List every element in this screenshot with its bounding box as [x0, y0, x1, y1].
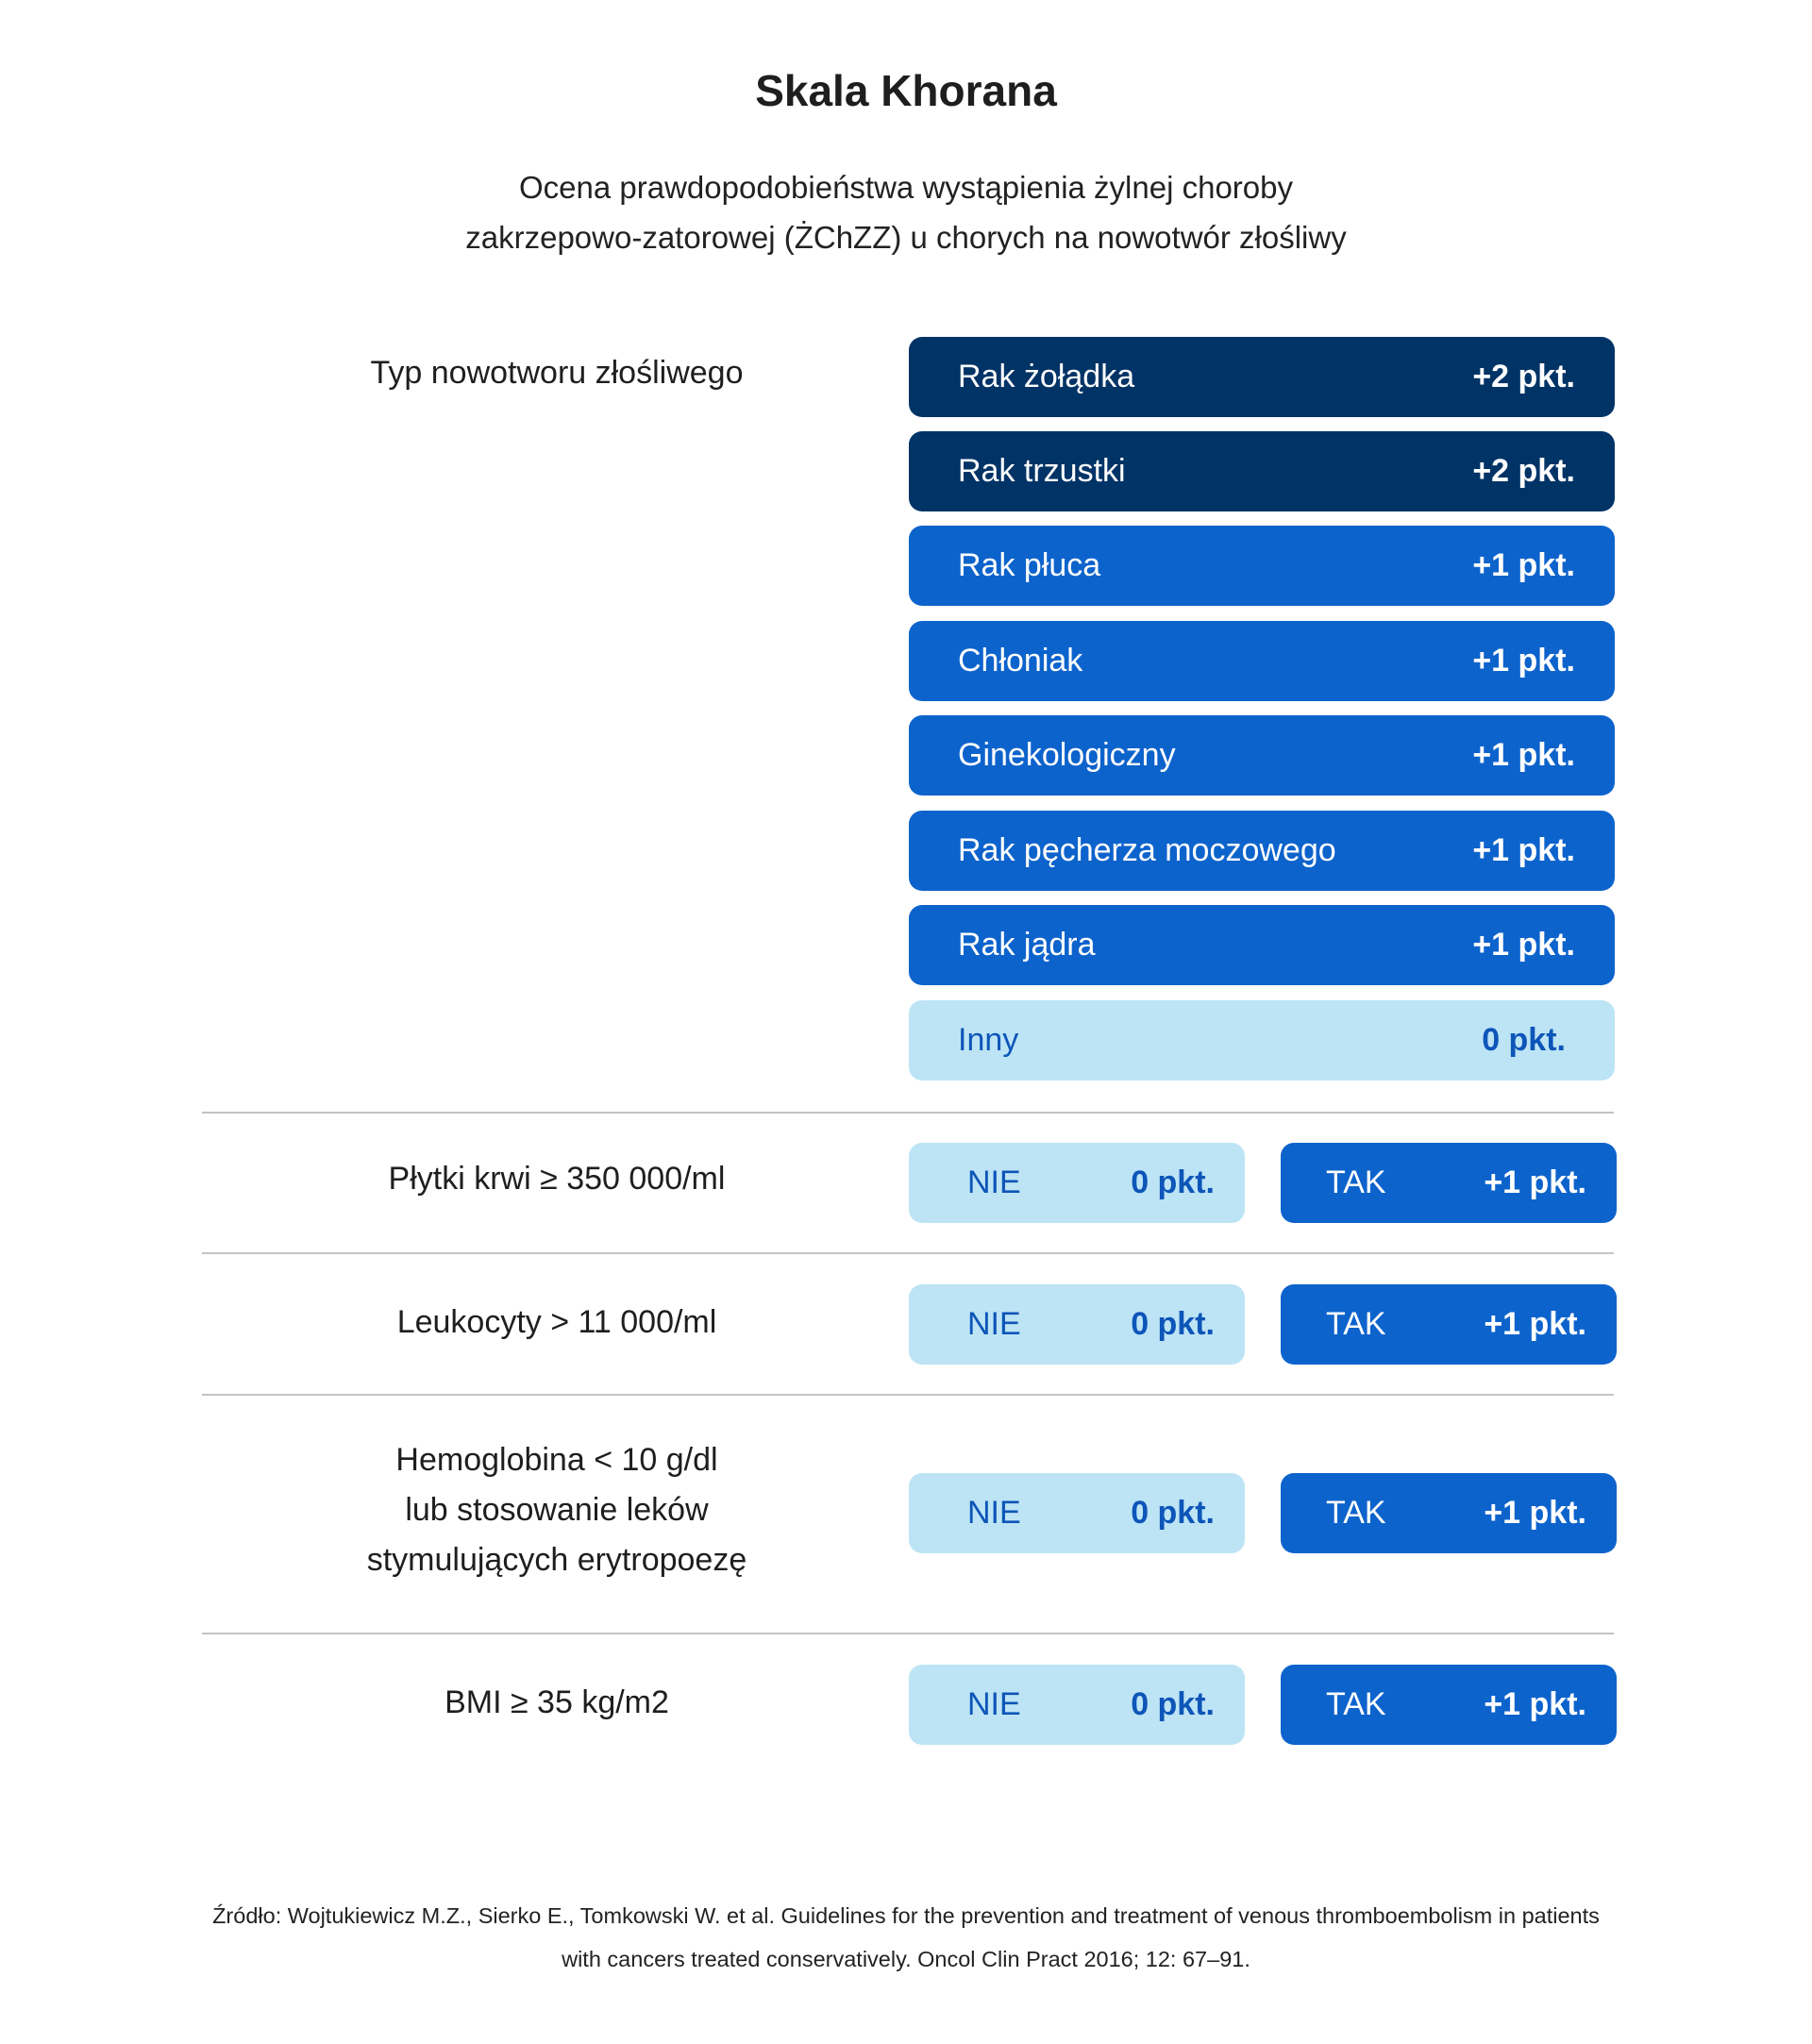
cancer-type-label: Typ nowotworu złośliwego [370, 355, 744, 391]
criterion-leukocytes-label: Leukocyty > 11 000/ml [396, 1304, 717, 1340]
option-points: +1 pkt. [1472, 547, 1575, 583]
option-name: Inny [958, 1022, 1019, 1058]
criterion-hemoglobin-label [203, 1435, 911, 1585]
option-name: Rak pęcherza moczowego [958, 832, 1336, 868]
hemoglobin-no-option[interactable] [909, 1473, 1245, 1553]
option-points: 0 pkt. [1482, 1022, 1566, 1058]
option-points: 0 pkt. [1131, 1686, 1215, 1722]
hemoglobin-yes-option[interactable] [1281, 1473, 1617, 1553]
page-title: Skala Khorana [755, 66, 1057, 115]
option-label: NIE [967, 1495, 1021, 1531]
option-label: TAK [1326, 1164, 1386, 1200]
option-label: NIE [967, 1164, 1021, 1200]
option-name: Chłoniak [958, 643, 1083, 679]
option-rak-trzustki[interactable] [909, 431, 1615, 511]
option-name: Rak żołądka [958, 359, 1135, 394]
leukocytes-yes-option[interactable] [1281, 1284, 1617, 1365]
criterion-bmi-label: BMI ≥ 35 kg/m2 [445, 1684, 669, 1720]
option-points: +1 pkt. [1484, 1686, 1586, 1722]
option-points: +1 pkt. [1484, 1306, 1586, 1342]
divider [202, 1633, 1614, 1634]
page-subtitle [0, 162, 1812, 262]
platelets-yes-option[interactable] [1281, 1143, 1617, 1223]
option-points: 0 pkt. [1131, 1495, 1215, 1531]
option-points: +2 pkt. [1472, 453, 1575, 489]
subtitle-line-2: zakrzepowo-zatorowej (ŻChZZ) u chorych na nowotwór złośliwy [465, 220, 1347, 255]
option-rak-pluca[interactable] [909, 526, 1615, 606]
option-points: +1 pkt. [1472, 927, 1575, 963]
option-chloniak[interactable] [909, 621, 1615, 701]
option-rak-zoladka[interactable] [909, 337, 1615, 417]
source-citation [0, 1894, 1812, 1981]
option-name: Rak trzustki [958, 453, 1126, 489]
option-label: TAK [1326, 1495, 1386, 1531]
label-line: stymulujących erytropoezę [366, 1542, 747, 1578]
option-label: NIE [967, 1306, 1021, 1342]
source-line-2: with cancers treated conservatively. Oncol Clin Pract 2016; 12: 67–91. [562, 1947, 1250, 1971]
option-inny[interactable] [909, 1000, 1615, 1081]
subtitle-line-1: Ocena prawdopodobieństwa wystąpienia żylnej choroby [519, 170, 1293, 205]
option-points: +1 pkt. [1484, 1164, 1586, 1200]
source-line-1: Źródło: Wojtukiewicz M.Z., Sierko E., Tomkowski W. et al. Guidelines for the prevention and treatment of venous thromboembolism in patients [212, 1903, 1600, 1928]
option-points: +1 pkt. [1472, 832, 1575, 868]
option-points: 0 pkt. [1131, 1306, 1215, 1342]
option-rak-jadra[interactable] [909, 905, 1615, 985]
option-ginekologiczny[interactable] [909, 715, 1615, 796]
label-line: Hemoglobina < 10 g/dl [395, 1442, 718, 1478]
option-rak-pecherza-moczowego[interactable] [909, 811, 1615, 891]
divider [202, 1394, 1614, 1396]
criterion-platelets-label: Płytki krwi ≥ 350 000/ml [388, 1161, 726, 1197]
leukocytes-no-option[interactable] [909, 1284, 1245, 1365]
option-label: NIE [967, 1686, 1021, 1722]
divider [202, 1252, 1614, 1254]
label-line: lub stosowanie leków [405, 1492, 709, 1528]
option-name: Rak płuca [958, 547, 1101, 583]
option-points: +1 pkt. [1472, 643, 1575, 679]
bmi-yes-option[interactable] [1281, 1665, 1617, 1745]
option-points: +1 pkt. [1484, 1495, 1586, 1531]
bmi-no-option[interactable] [909, 1665, 1245, 1745]
option-points: +2 pkt. [1472, 359, 1575, 394]
divider [202, 1112, 1614, 1114]
option-label: TAK [1326, 1306, 1386, 1342]
option-points: +1 pkt. [1472, 737, 1575, 773]
platelets-no-option[interactable] [909, 1143, 1245, 1223]
option-name: Ginekologiczny [958, 737, 1176, 773]
option-name: Rak jądra [958, 927, 1096, 963]
option-label: TAK [1326, 1686, 1386, 1722]
option-points: 0 pkt. [1131, 1164, 1215, 1200]
